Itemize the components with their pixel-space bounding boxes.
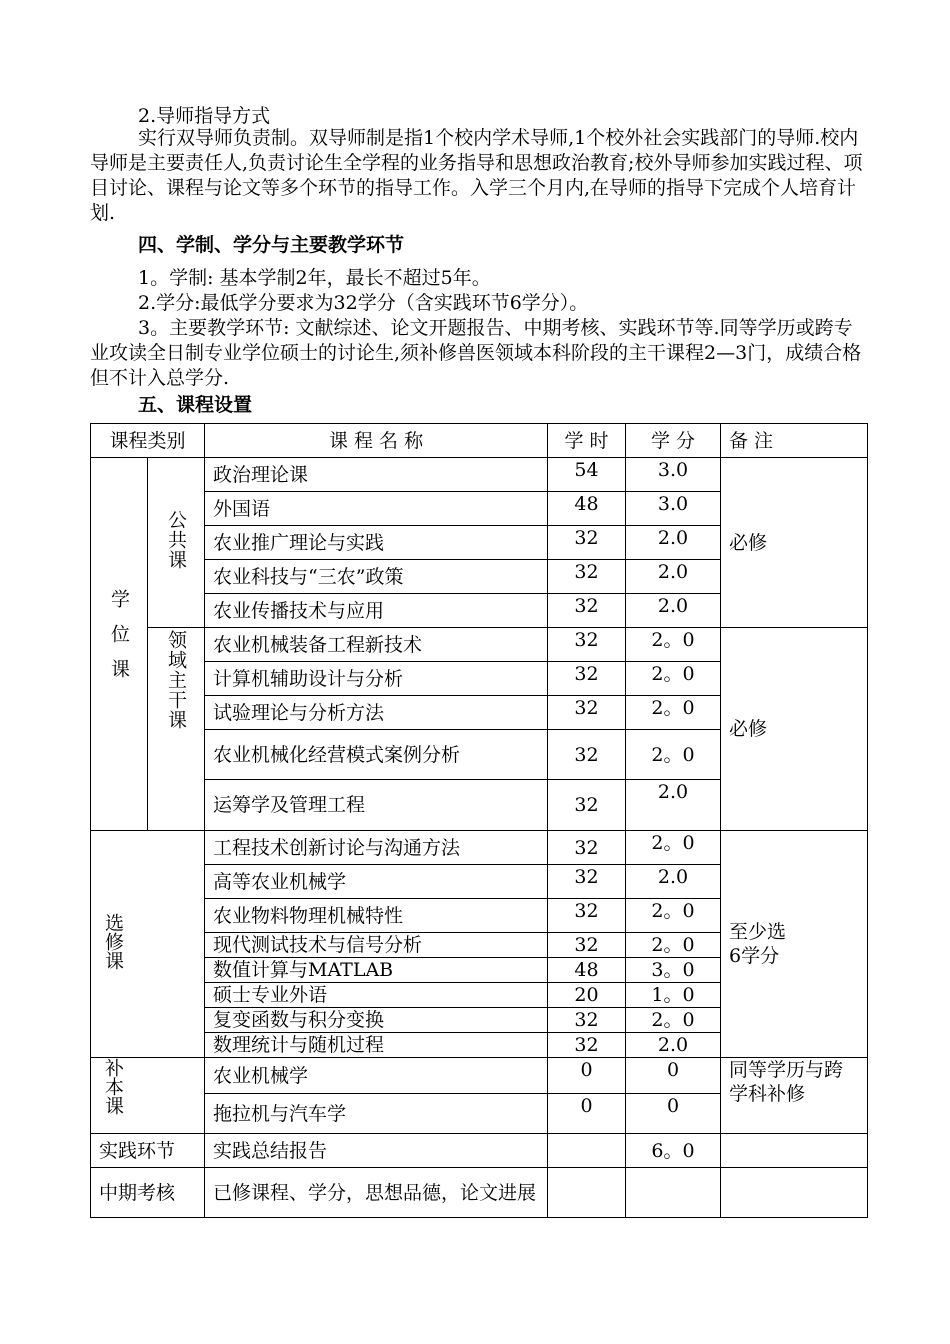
section-4-heading: 四、学制、学分与主要教学环节 — [138, 234, 405, 256]
table-header-row — [91, 424, 868, 458]
table-row — [91, 1134, 868, 1168]
course-name: 农业机械化经营模式案例分析 — [205, 730, 548, 780]
course-name: 外国语 — [205, 492, 548, 526]
section-5-heading: 五、课程设置 — [138, 394, 253, 416]
course-hours: 48 — [548, 958, 626, 983]
course-credits: 2。0 — [626, 1008, 721, 1033]
course-credits: 2。0 — [626, 831, 721, 865]
course-credits: 3。0 — [626, 958, 721, 983]
teaching-item: 3。主要教学环节: 文献综述、论文开题报告、中期考核、实践环节等.同等学历或跨专业攻读全日制专业学位硕士的讨论生,须补修兽医领域本科阶段的主干课程2—3门，成绩合格但不计入总学分. — [90, 317, 862, 389]
practice-name: 实践总结报告 — [205, 1134, 548, 1168]
course-hours: 54 — [548, 458, 626, 492]
course-hours: 32 — [548, 831, 626, 865]
course-credits: 2.0 — [626, 865, 721, 899]
course-credits: 2.0 — [626, 594, 721, 628]
practice-credits: 6。0 — [626, 1134, 721, 1168]
table-row — [91, 628, 868, 662]
schooling-item: 1。学制: 基本学制2年，最长不超过5年。 — [138, 267, 491, 289]
course-name: 计算机辅助设计与分析 — [205, 662, 548, 696]
elective-note — [721, 831, 868, 1058]
course-credits: 2。0 — [626, 628, 721, 662]
header-credits: 学 分 — [626, 424, 721, 458]
course-hours: 32 — [548, 628, 626, 662]
course-credits: 0 — [626, 1058, 721, 1094]
practice-category: 实践环节 — [91, 1134, 205, 1168]
course-hours: 32 — [548, 662, 626, 696]
midterm-name: 已修课程、学分，思想品德，论文进展 — [205, 1168, 548, 1218]
credits-item: 2.学分:最低学分要求为32学分（含实践环节6学分）。 — [138, 292, 589, 314]
course-hours: 32 — [548, 865, 626, 899]
table-row — [91, 1168, 868, 1218]
course-hours: 32 — [548, 1033, 626, 1058]
course-credits: 2.0 — [626, 780, 721, 831]
header-note: 备 注 — [721, 424, 868, 458]
domain-course-label: 领域主干课 — [148, 628, 205, 831]
course-hours: 0 — [548, 1094, 626, 1134]
course-credits: 2。0 — [626, 933, 721, 958]
course-name: 试验理论与分析方法 — [205, 696, 548, 730]
course-hours: 0 — [548, 1058, 626, 1094]
course-name: 工程技术创新讨论与沟通方法 — [205, 831, 548, 865]
course-hours: 32 — [548, 594, 626, 628]
course-name: 数理统计与随机过程 — [205, 1033, 548, 1058]
course-name: 农业物料物理机械特性 — [205, 899, 548, 933]
course-credits: 0 — [626, 1094, 721, 1134]
course-table — [90, 423, 868, 1218]
course-hours: 32 — [548, 696, 626, 730]
practice-note — [721, 1134, 868, 1168]
course-hours: 32 — [548, 730, 626, 780]
course-name: 农业科技与“三农”政策 — [205, 560, 548, 594]
header-name: 课 程 名 称 — [205, 424, 548, 458]
degree-course-label: 学位课 — [91, 458, 148, 831]
course-credits: 2.0 — [626, 1033, 721, 1058]
practice-hours — [548, 1134, 626, 1168]
course-credits: 3.0 — [626, 458, 721, 492]
midterm-credits — [626, 1168, 721, 1218]
course-hours: 32 — [548, 1008, 626, 1033]
table-row — [91, 831, 868, 865]
course-credits: 2.0 — [626, 560, 721, 594]
midterm-hours — [548, 1168, 626, 1218]
course-credits: 2。0 — [626, 730, 721, 780]
supplement-label: 补本课 — [91, 1058, 205, 1134]
table-row — [91, 1058, 868, 1094]
course-name: 复变函数与积分变换 — [205, 1008, 548, 1033]
course-credits: 1。0 — [626, 983, 721, 1008]
course-name: 高等农业机械学 — [205, 865, 548, 899]
midterm-category: 中期考核 — [91, 1168, 205, 1218]
course-hours: 48 — [548, 492, 626, 526]
public-course-label: 公共课 — [148, 458, 205, 628]
course-credits: 3.0 — [626, 492, 721, 526]
domain-note: 必修 — [721, 628, 868, 831]
elective-label: 选修课 — [91, 831, 205, 1058]
course-name: 农业推广理论与实践 — [205, 526, 548, 560]
subsection-title: 2.导师指导方式 — [138, 105, 271, 127]
course-name: 农业传播技术与应用 — [205, 594, 548, 628]
midterm-note — [721, 1168, 868, 1218]
header-category: 课程类别 — [91, 424, 205, 458]
course-name: 硕士专业外语 — [205, 983, 548, 1008]
course-name: 农业机械装备工程新技术 — [205, 628, 548, 662]
course-hours: 32 — [548, 933, 626, 958]
advisor-paragraph: 实行双导师负责制。双导师制是指1个校内学术导师,1个校外社会实践部门的导师.校内导师是主要责任人,负责讨论生全学程的业务指导和思想政治教育;校外导师参加实践过程、项目讨论、课程与论文等多个环节的指导工作。入学三个月内,在导师的指导下完成个人培育计划. — [90, 127, 863, 224]
course-credits: 2。0 — [626, 899, 721, 933]
elective-note-line-2: 6学分 — [729, 945, 780, 967]
course-name: 政治理论课 — [205, 458, 548, 492]
course-hours: 32 — [548, 526, 626, 560]
header-hours: 学 时 — [548, 424, 626, 458]
course-name: 运筹学及管理工程 — [205, 780, 548, 831]
course-name: 现代测试技术与信号分析 — [205, 933, 548, 958]
course-credits: 2.0 — [626, 526, 721, 560]
public-note: 必修 — [721, 458, 868, 628]
course-hours: 32 — [548, 560, 626, 594]
course-hours: 20 — [548, 983, 626, 1008]
course-credits: 2。0 — [626, 696, 721, 730]
course-name: 农业机械学 — [205, 1058, 548, 1094]
table-row — [91, 458, 868, 492]
course-hours: 32 — [548, 780, 626, 831]
course-name: 拖拉机与汽车学 — [205, 1094, 548, 1134]
supplement-note: 同等学历与跨学科补修 — [721, 1058, 868, 1134]
course-name: 数值计算与MATLAB — [205, 958, 548, 983]
course-credits: 2。0 — [626, 662, 721, 696]
course-hours: 32 — [548, 899, 626, 933]
elective-note-line-1: 至少选 — [729, 921, 787, 943]
